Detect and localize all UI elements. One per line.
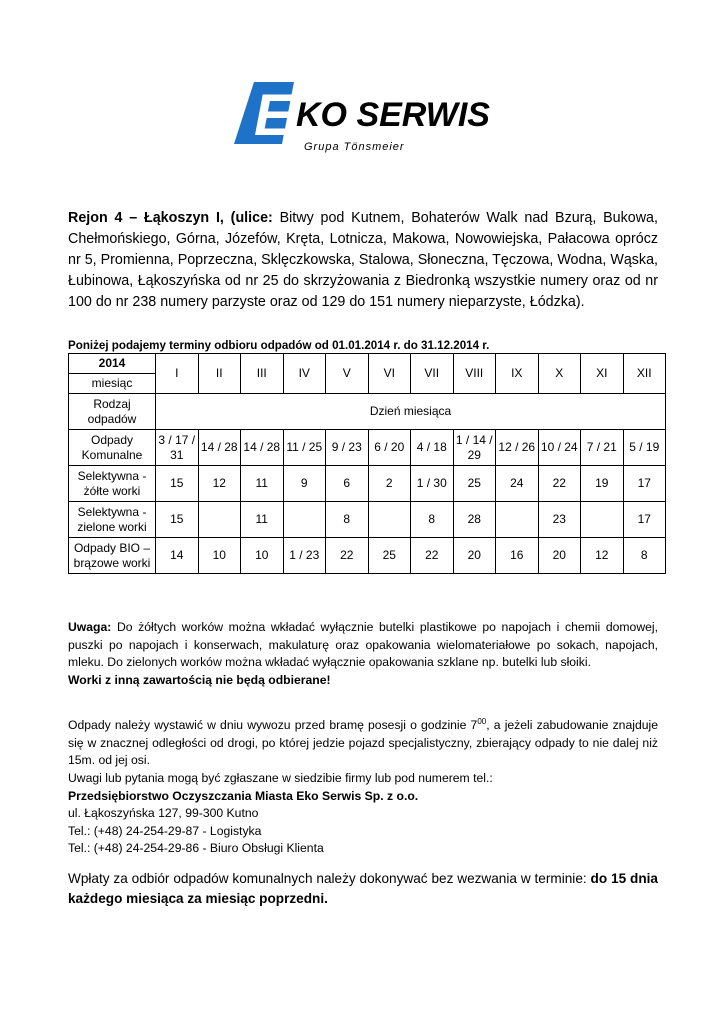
payment-deadline: do 15 dnia każdego miesiąca za miesiąc poprzedni. — [68, 871, 658, 906]
month-header: IV — [283, 354, 326, 394]
date-cell: 16 — [496, 538, 539, 574]
year-cell: 2014 — [69, 354, 156, 374]
date-cell: 14 / 28 — [241, 430, 284, 466]
phone-logistics: Tel.: (+48) 24-254-29-87 - Logistyka — [68, 823, 262, 838]
table-row — [69, 394, 666, 430]
payment-text: Wpłaty za odbiór odpadów komunalnych należy dokonywać bez wezwania w terminie: — [68, 871, 591, 886]
month-header: III — [241, 354, 284, 394]
logo-e-letter: E — [254, 83, 293, 148]
row-label: Odpady BIO – brązowe worki — [69, 538, 156, 574]
date-cell: 6 — [326, 466, 369, 502]
month-header: V — [326, 354, 369, 394]
phone-customer-service: Tel.: (+48) 24-254-29-86 - Biuro Obsługi Klienta — [68, 841, 324, 855]
day-of-month-label: Dzień miesiąca — [156, 394, 666, 430]
date-cell: 22 — [538, 466, 581, 502]
month-header: IX — [496, 354, 539, 394]
date-cell: 25 — [368, 538, 411, 574]
logo-wordmark: KO SERWIS — [296, 96, 490, 134]
month-header: XI — [581, 354, 624, 394]
date-cell: 11 — [241, 466, 284, 502]
logo-subtitle: Grupa Tönsmeier — [304, 141, 405, 153]
date-cell — [283, 502, 326, 538]
date-cell: 12 — [198, 466, 241, 502]
month-header: II — [198, 354, 241, 394]
date-cell: 20 — [453, 538, 496, 574]
date-cell: 15 — [156, 502, 199, 538]
month-header: XII — [623, 354, 666, 394]
region-streets: Bitwy pod Kutnem, Bohaterów Walk nad Bzurą, Bukowa, Chełmońskiego, Górna, Józefów, Kręta, Lotnicza, Makowa, Nowowiejska, Pałacowa oprócz nr 5, Promienna, Poprzeczna, Sklęczkowska, Stalowa, Słoneczna, Tęczowa, Wodna, Wąska, Łubinowa, Łąkoszyńska od nr 25 do skrzyżowania z Biedronką wszystkie numery oraz od nr 100 do nr 238 numery parzyste oraz od 129 do 151 numery nieparzyste, Łódzka). — [68, 210, 658, 310]
month-header: VIII — [453, 354, 496, 394]
put-out-text-continued: , a jeżeli zabudowanie znajduje się w znacznej odległości od drogi, po której jedzie pojazd specjalistyczny, zbierający odpady to nie dalej niż 15m. od jej osi. — [68, 718, 658, 768]
date-cell: 11 — [241, 502, 284, 538]
date-cell: 7 / 21 — [581, 430, 624, 466]
company-address: ul. Łąkoszyńska 127, 99-300 Kutno — [68, 806, 259, 820]
date-cell: 23 — [538, 502, 581, 538]
date-cell: 24 — [496, 466, 539, 502]
date-cell: 9 — [283, 466, 326, 502]
date-cell: 8 — [623, 538, 666, 574]
put-out-hour-superscript: 00 — [477, 717, 487, 726]
table-row — [69, 466, 666, 502]
row-label: Selektywna - zielone worki — [69, 502, 156, 538]
eko-serwis-logo — [232, 80, 492, 154]
date-cell: 1 / 23 — [283, 538, 326, 574]
table-row — [69, 538, 666, 574]
row-label: Odpady Komunalne — [69, 430, 156, 466]
row-label: Selektywna - żółte worki — [69, 466, 156, 502]
put-out-note — [68, 713, 658, 770]
date-cell: 14 — [156, 538, 199, 574]
type-label: Rodzaj odpadów — [69, 394, 156, 430]
table-row — [69, 502, 666, 538]
schedule-intro: Poniżej podajemy terminy odbioru odpadów od 01.01.2014 r. do 31.12.2014 r. — [68, 339, 490, 352]
date-cell: 15 — [156, 466, 199, 502]
date-cell — [368, 502, 411, 538]
date-cell: 8 — [411, 502, 454, 538]
date-cell: 22 — [326, 538, 369, 574]
date-cell: 11 / 25 — [283, 430, 326, 466]
date-cell — [198, 502, 241, 538]
region-description — [68, 208, 658, 313]
date-cell: 10 — [198, 538, 241, 574]
date-cell: 12 — [581, 538, 624, 574]
table-row — [69, 354, 666, 374]
table-row — [69, 430, 666, 466]
date-cell: 4 / 18 — [411, 430, 454, 466]
date-cell: 17 — [623, 502, 666, 538]
payment-note — [68, 869, 658, 909]
date-cell: 17 — [623, 466, 666, 502]
date-cell — [581, 502, 624, 538]
date-cell: 12 / 26 — [496, 430, 539, 466]
date-cell: 14 / 28 — [198, 430, 241, 466]
schedule-table — [68, 353, 666, 574]
date-cell: 1 / 14 / 29 — [453, 430, 496, 466]
date-cell: 9 / 23 — [326, 430, 369, 466]
date-cell: 8 — [326, 502, 369, 538]
month-header: VI — [368, 354, 411, 394]
date-cell: 20 — [538, 538, 581, 574]
warning-label: Uwaga: — [68, 620, 112, 634]
month-header: I — [156, 354, 199, 394]
contact-intro: Uwagi lub pytania mogą być zgłaszane w siedzibie firmy lub pod numerem tel.: — [68, 771, 493, 785]
put-out-text: Odpady należy wystawić w dniu wywozu przed bramę posesji o godzinie 7 — [68, 718, 478, 733]
date-cell: 19 — [581, 466, 624, 502]
warning-note — [68, 619, 658, 689]
date-cell: 22 — [411, 538, 454, 574]
date-cell: 3 / 17 / 31 — [156, 430, 199, 466]
date-cell: 2 — [368, 466, 411, 502]
warning-bold: Worki z inną zawartością nie będą odbierane! — [68, 672, 331, 687]
region-heading: Rejon 4 – Łąkoszyn I, (ulice: — [68, 210, 273, 226]
month-header: X — [538, 354, 581, 394]
date-cell — [496, 502, 539, 538]
company-name: Przedsiębiorstwo Oczyszczania Miasta Eko Serwis Sp. z o.o. — [68, 788, 419, 803]
date-cell: 25 — [453, 466, 496, 502]
date-cell: 6 / 20 — [368, 430, 411, 466]
date-cell: 10 — [241, 538, 284, 574]
contact-block — [68, 770, 658, 858]
date-cell: 28 — [453, 502, 496, 538]
month-label: miesiąc — [69, 374, 156, 394]
date-cell: 5 / 19 — [623, 430, 666, 466]
date-cell: 10 / 24 — [538, 430, 581, 466]
month-header: VII — [411, 354, 454, 394]
warning-text: Do żółtych worków można wkładać wyłącznie butelki plastikowe po napojach i chemii domowej, puszki po napojach i konserwach, makulaturę oraz opakowania wielomateriałowe po sokach, napojach, mleku. Do zielonych worków można wkładać wyłącznie opakowania szklane np. butelki lub słoiki. — [68, 620, 658, 669]
date-cell: 1 / 30 — [411, 466, 454, 502]
